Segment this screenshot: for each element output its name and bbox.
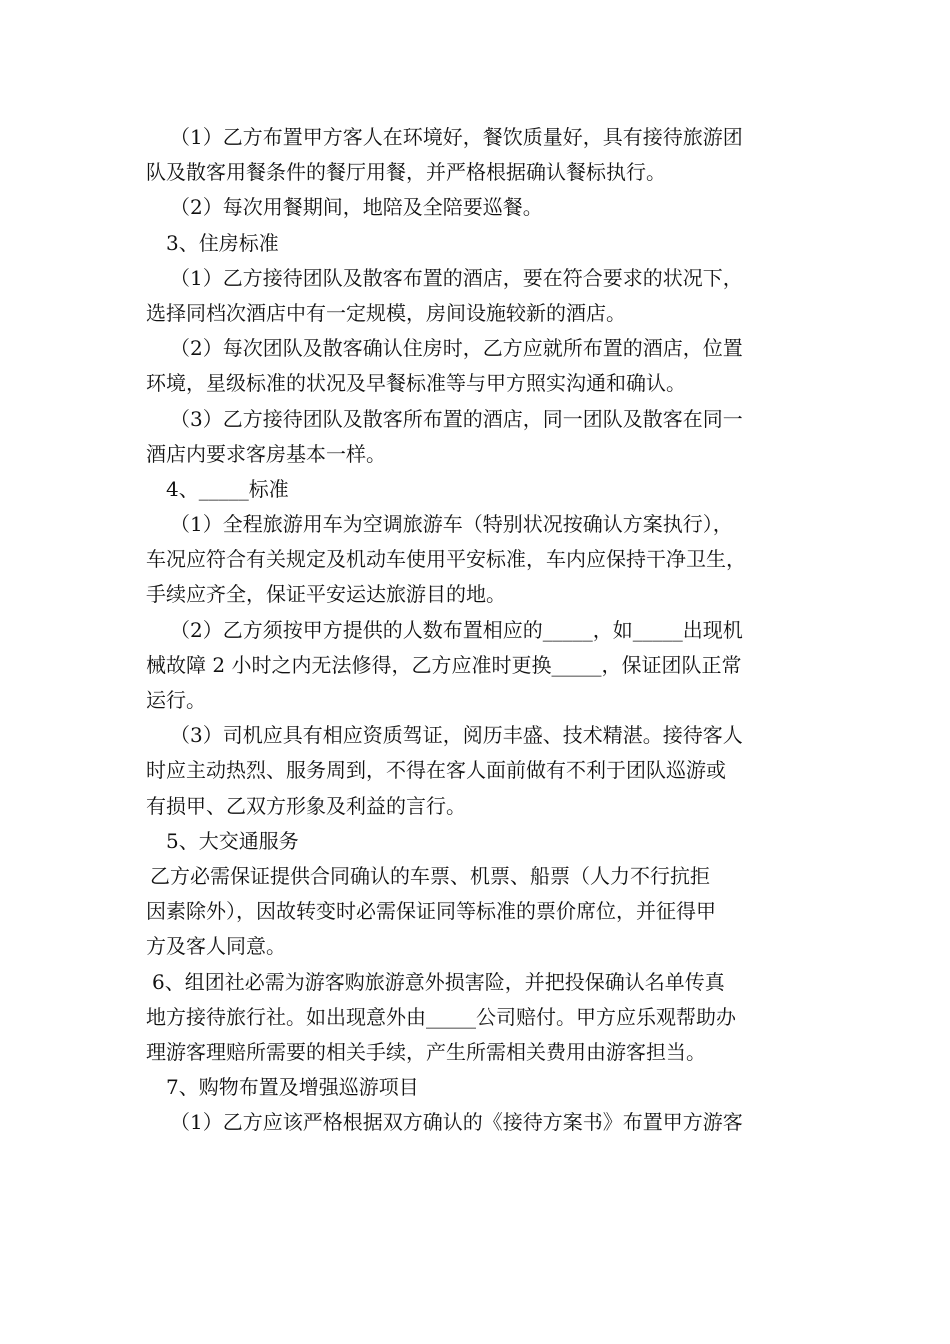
paragraph-line: （1）乙方应该严格根据双方确认的《接待方案书》布置甲方游客 bbox=[170, 1110, 743, 1135]
paragraph-line: （1）乙方接待团队及散客布置的酒店，要在符合要求的状况下， bbox=[170, 265, 743, 290]
paragraph-line: 环境，星级标准的状况及早餐标准等与甲方照实沟通和确认。 bbox=[146, 371, 686, 396]
paragraph-line: （2）每次用餐期间，地陪及全陪要巡餐。 bbox=[170, 195, 543, 220]
paragraph-line: （2）乙方须按甲方提供的人数布置相应的_____，如_____出现机 bbox=[170, 617, 743, 642]
paragraph-line: 地方接待旅行社。如出现意外由_____公司赔付。甲方应乐观帮助办 bbox=[146, 1004, 736, 1029]
paragraph-line: 队及散客用餐条件的餐厅用餐，并严格根据确认餐标执行。 bbox=[146, 160, 666, 185]
paragraph-line: 手续应齐全，保证平安运达旅游目的地。 bbox=[146, 582, 506, 607]
paragraph-line: 因素除外），因故转变时必需保证同等标准的票价席位，并征得甲 bbox=[146, 899, 716, 924]
paragraph-line: （1）乙方布置甲方客人在环境好，餐饮质量好，具有接待旅游团 bbox=[170, 125, 743, 149]
paragraph-line: 酒店内要求客房基本一样。 bbox=[146, 441, 386, 466]
paragraph-line: 时应主动热烈、服务周到，不得在客人面前做有不利于团队巡游或 bbox=[146, 758, 726, 783]
paragraph-line: （1）全程旅游用车为空调旅游车（特别状况按确认方案执行）， bbox=[170, 512, 733, 537]
paragraph-line: 械故障 2 小时之内无法修得，乙方应准时更换_____，保证团队正常 bbox=[146, 652, 742, 677]
paragraph-line: 选择同档次酒店中有一定规模，房间设施较新的酒店。 bbox=[146, 300, 626, 325]
paragraph-line: （2）每次团队及散客确认住房时，乙方应就所布置的酒店，位置 bbox=[170, 336, 743, 361]
section-heading: 4、_____标准 bbox=[166, 476, 289, 501]
paragraph-line: 乙方必需保证提供合同确认的车票、机票、船票（人力不行抗拒 bbox=[150, 863, 710, 888]
paragraph-line: 方及客人同意。 bbox=[146, 934, 286, 959]
section-heading: 7、购物布置及增强巡游项目 bbox=[166, 1075, 419, 1100]
section-heading: 6、组团社必需为游客购旅游意外损害险，并把投保确认名单传真 bbox=[152, 969, 725, 994]
document-body bbox=[146, 120, 826, 1140]
paragraph-line: （3）司机应具有相应资质驾证，阅历丰盛、技术精湛。接待客人 bbox=[170, 723, 743, 748]
paragraph-line: 理游客理赔所需要的相关手续，产生所需相关费用由游客担当。 bbox=[146, 1039, 706, 1064]
section-heading: 3、住房标准 bbox=[166, 230, 279, 255]
paragraph-line: 运行。 bbox=[146, 688, 206, 712]
section-heading: 5、大交通服务 bbox=[166, 828, 299, 853]
paragraph-line: （3）乙方接待团队及散客所布置的酒店，同一团队及散客在同一 bbox=[170, 406, 743, 431]
paragraph-line: 车况应符合有关规定及机动车使用平安标准，车内应保持干净卫生， bbox=[146, 547, 746, 572]
paragraph-line: 有损甲、乙双方形象及利益的言行。 bbox=[146, 793, 466, 818]
